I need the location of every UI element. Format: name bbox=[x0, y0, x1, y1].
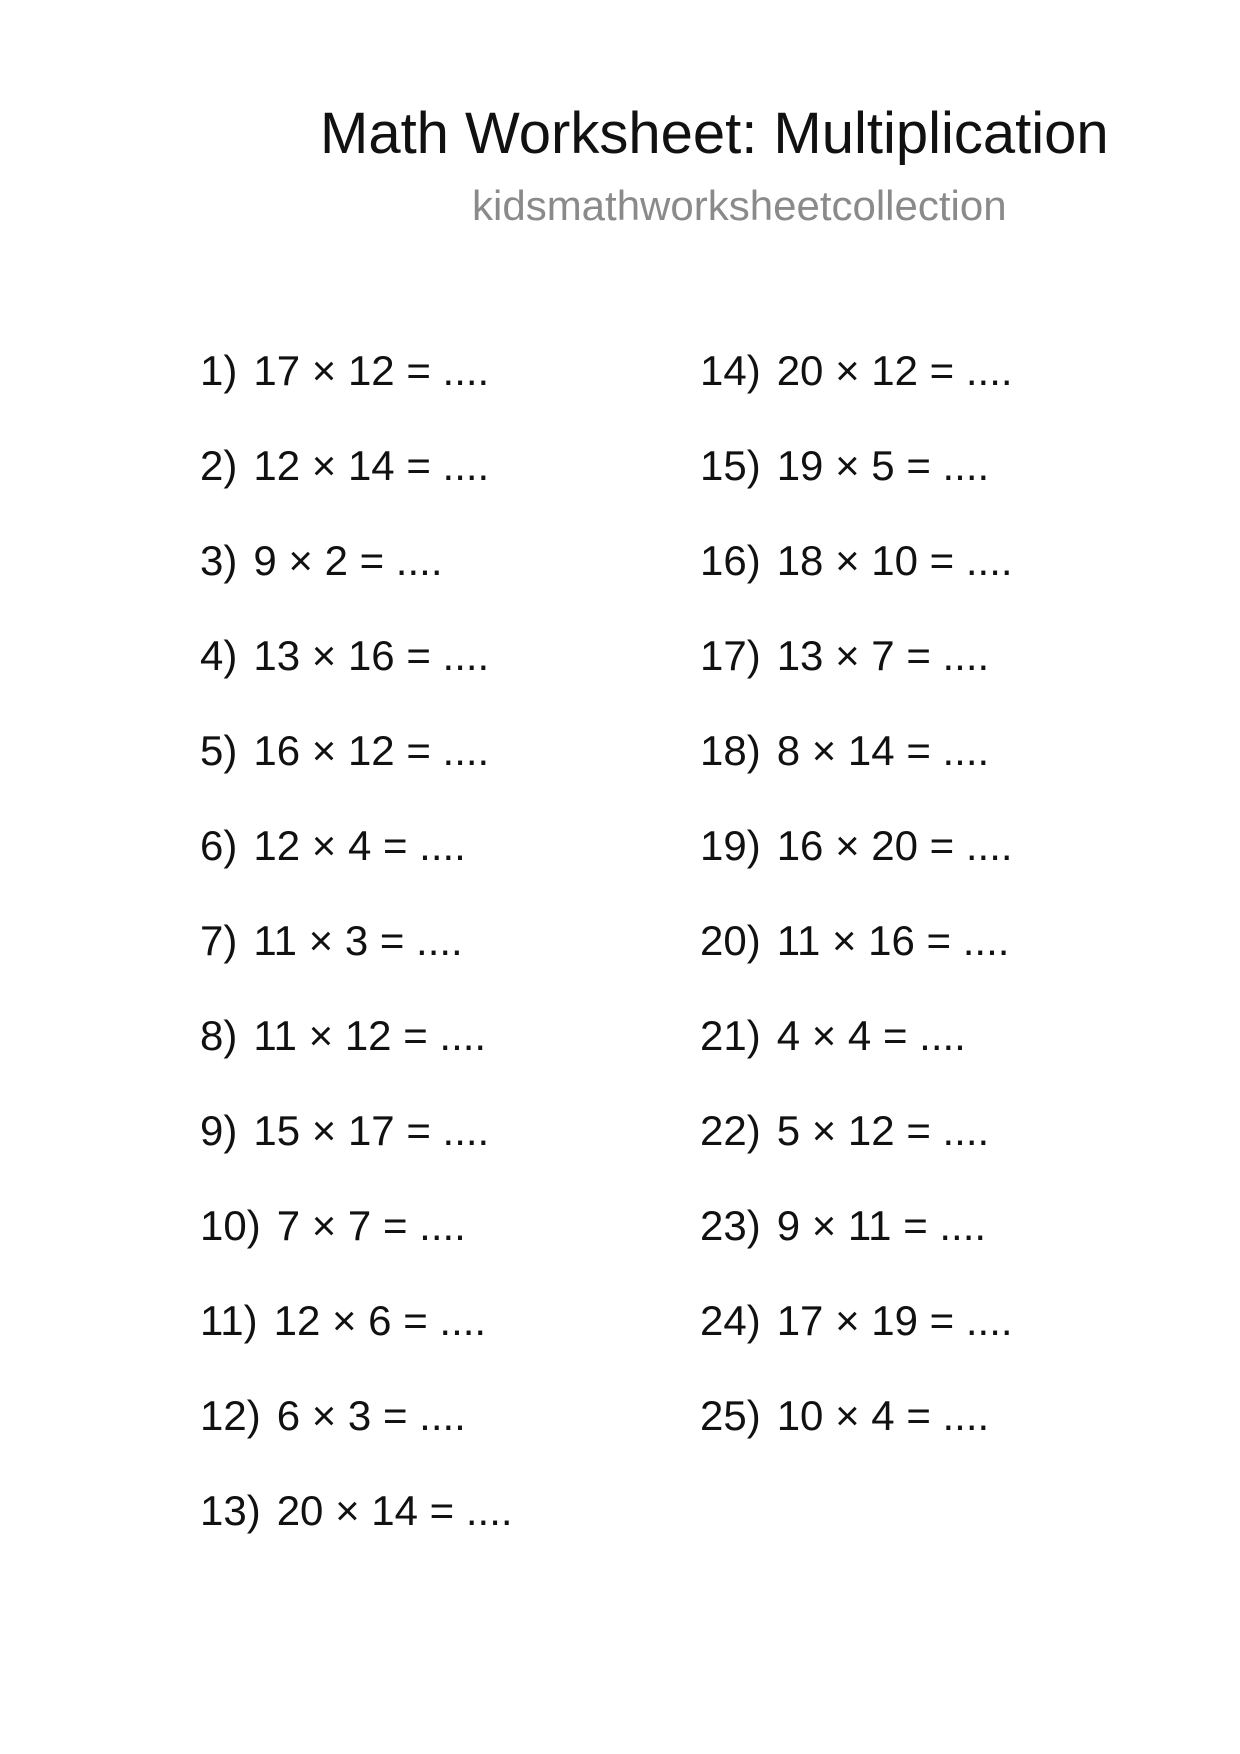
problem-number: 4) bbox=[200, 632, 238, 679]
problem-number: 13) bbox=[200, 1487, 261, 1534]
problem-item bbox=[200, 820, 513, 915]
problem-number: 18) bbox=[700, 727, 761, 774]
problem-number: 12) bbox=[200, 1392, 261, 1439]
problem-expression: 8 × 14 = .... bbox=[776, 727, 990, 774]
problem-list-right bbox=[700, 345, 1013, 1485]
problem-number: 21) bbox=[700, 1012, 761, 1059]
problem-item bbox=[200, 630, 513, 725]
problem-expression: 9 × 2 = .... bbox=[253, 537, 443, 584]
problem-expression: 13 × 16 = .... bbox=[253, 632, 490, 679]
problem-expression: 10 × 4 = .... bbox=[776, 1392, 990, 1439]
problem-number: 22) bbox=[700, 1107, 761, 1154]
problem-expression: 12 × 4 = .... bbox=[253, 822, 466, 869]
problem-number: 15) bbox=[700, 442, 761, 489]
problem-number: 5) bbox=[200, 727, 238, 774]
problem-expression: 13 × 7 = .... bbox=[776, 632, 990, 679]
problem-expression: 4 × 4 = .... bbox=[776, 1012, 966, 1059]
problem-number: 19) bbox=[700, 822, 761, 869]
problem-expression: 7 × 7 = .... bbox=[276, 1202, 466, 1249]
problem-number: 3) bbox=[200, 537, 238, 584]
problem-expression: 17 × 12 = .... bbox=[253, 347, 490, 394]
problem-number: 1) bbox=[200, 347, 238, 394]
problem-expression: 15 × 17 = .... bbox=[253, 1107, 490, 1154]
problem-number: 20) bbox=[700, 917, 761, 964]
problem-item bbox=[700, 1200, 1013, 1295]
problem-expression: 6 × 3 = .... bbox=[276, 1392, 466, 1439]
problem-expression: 9 × 11 = .... bbox=[776, 1202, 987, 1249]
problem-number: 9) bbox=[200, 1107, 238, 1154]
problem-number: 6) bbox=[200, 822, 238, 869]
problem-number: 17) bbox=[700, 632, 761, 679]
problem-item bbox=[200, 1390, 513, 1485]
problem-number: 7) bbox=[200, 917, 238, 964]
problem-list-left bbox=[200, 345, 513, 1580]
problem-item bbox=[700, 820, 1013, 915]
problem-item bbox=[700, 1010, 1013, 1105]
problem-expression: 5 × 12 = .... bbox=[776, 1107, 990, 1154]
problem-item bbox=[200, 535, 513, 630]
problem-number: 8) bbox=[200, 1012, 238, 1059]
problem-number: 10) bbox=[200, 1202, 261, 1249]
problem-number: 23) bbox=[700, 1202, 761, 1249]
problem-item bbox=[700, 440, 1013, 535]
problem-expression: 16 × 20 = .... bbox=[776, 822, 1013, 869]
problem-expression: 19 × 5 = .... bbox=[776, 442, 990, 489]
problem-number: 24) bbox=[700, 1297, 761, 1344]
problem-item bbox=[200, 440, 513, 535]
problem-expression: 18 × 10 = .... bbox=[776, 537, 1013, 584]
problem-item bbox=[200, 345, 513, 440]
problem-item bbox=[700, 1295, 1013, 1390]
problem-expression: 12 × 14 = .... bbox=[253, 442, 490, 489]
problem-expression: 20 × 12 = .... bbox=[776, 347, 1013, 394]
problem-item bbox=[700, 535, 1013, 630]
page-subtitle: kidsmathworksheetcollection bbox=[472, 182, 1007, 229]
problem-item bbox=[700, 1105, 1013, 1200]
problem-number: 14) bbox=[700, 347, 761, 394]
problem-item bbox=[200, 1105, 513, 1200]
problem-expression: 17 × 19 = .... bbox=[776, 1297, 1013, 1344]
problem-expression: 11 × 16 = .... bbox=[776, 917, 1010, 964]
page-title: Math Worksheet: Multiplication bbox=[320, 101, 1109, 166]
problem-item bbox=[700, 915, 1013, 1010]
problem-item bbox=[700, 630, 1013, 725]
problem-item bbox=[700, 345, 1013, 440]
problem-expression: 16 × 12 = .... bbox=[253, 727, 490, 774]
problem-item bbox=[200, 1010, 513, 1105]
problem-number: 11) bbox=[200, 1297, 258, 1344]
problem-number: 16) bbox=[700, 537, 761, 584]
problem-item bbox=[700, 1390, 1013, 1485]
problem-item bbox=[200, 1200, 513, 1295]
problem-item bbox=[200, 1295, 513, 1390]
problem-item bbox=[700, 725, 1013, 820]
problem-expression: 11 × 12 = .... bbox=[253, 1012, 487, 1059]
problem-item bbox=[200, 1485, 513, 1580]
problem-item bbox=[200, 725, 513, 820]
problem-number: 25) bbox=[700, 1392, 761, 1439]
problem-expression: 11 × 3 = .... bbox=[253, 917, 463, 964]
problem-number: 2) bbox=[200, 442, 238, 489]
problem-expression: 12 × 6 = .... bbox=[273, 1297, 487, 1344]
problem-item bbox=[200, 915, 513, 1010]
problem-expression: 20 × 14 = .... bbox=[276, 1487, 513, 1534]
